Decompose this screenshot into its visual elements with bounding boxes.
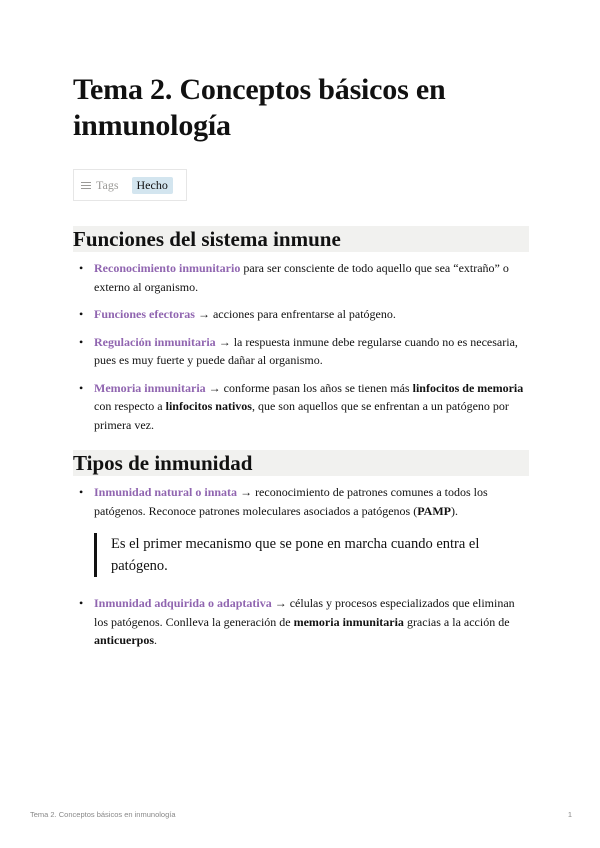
term: Reconocimiento inmunitario [94, 261, 241, 275]
section-heading: Tipos de inmunidad [73, 450, 529, 476]
bold-text: anticuerpos [94, 633, 154, 647]
bold-text: memoria inmunitaria [293, 614, 404, 629]
term: Memoria inmunitaria [94, 380, 206, 395]
bold-text: PAMP [417, 503, 451, 518]
page-number: 1 [567, 810, 572, 819]
quote-block: Es el primer mecanismo que se pone en marcha cuando entra el patógeno. [94, 533, 531, 577]
term: Inmunidad natural o innata [94, 485, 238, 499]
term: Funciones efectoras [94, 307, 195, 321]
functions-list [73, 259, 529, 443]
page-title: Tema 2. Conceptos básicos en inmunología [73, 73, 446, 142]
tag-badge[interactable]: Hecho [132, 177, 173, 194]
list-item: • Inmunidad adquirida o adaptativa → células y procesos especializados que eliminan los patógenos. Conlleva la generación de memoria inmunitaria gracias a la acción de anticuerpos. [73, 594, 529, 650]
list-item: • Funciones efectoras → acciones para enfrentarse al patógeno. [73, 305, 529, 324]
list-item: • Regulación inmunitaria → la respuesta inmune debe regularse cuando no es necesaria, pues es muy fuerte y puede dañar al organismo. [73, 333, 529, 370]
section-heading: Funciones del sistema inmune [73, 226, 529, 252]
immunity-types-list-continued [73, 594, 529, 659]
footer-title: Tema 2. Conceptos básicos en inmunología [30, 810, 176, 819]
list-item: • Reconocimiento inmunitario para ser consciente de todo aquello que sea “extraño” o externo al organismo. [73, 259, 529, 296]
tags-label: Tags [96, 177, 119, 192]
list-item: • Inmunidad natural o innata → reconocimiento de patrones comunes a todos los patógenos. Reconoce patrones moleculares asociados a patógenos (PAMP). [73, 483, 529, 520]
term: Regulación inmunitaria [94, 334, 216, 349]
list-item: • Memoria inmunitaria → conforme pasan los años se tienen más linfocitos de memoria con respecto a linfocitos nativos, que son aquellos que se enfrentan a un patógeno por primera vez. [73, 379, 529, 435]
tags-property [73, 169, 187, 201]
term: Inmunidad adquirida o adaptativa [94, 596, 272, 610]
bold-text: linfocitos nativos [165, 399, 252, 413]
bold-text: linfocitos de memoria [412, 380, 524, 395]
immunity-types-list [73, 483, 529, 529]
list-icon [81, 180, 91, 191]
